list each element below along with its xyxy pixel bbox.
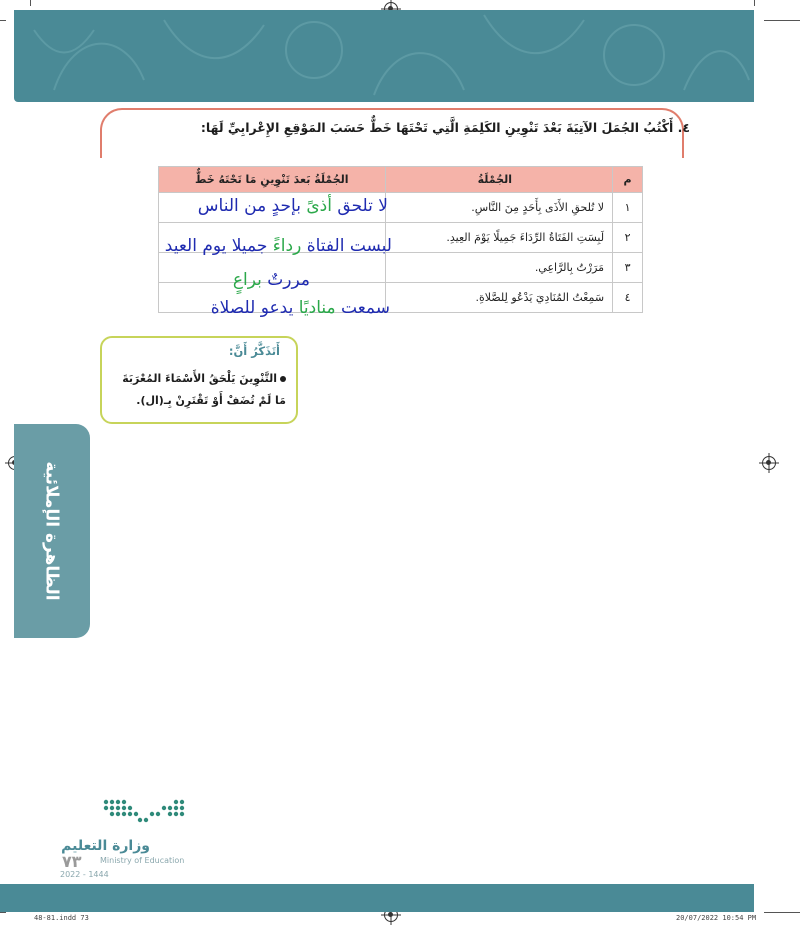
answer-before: لبست الفتاة: [301, 236, 392, 256]
answer-text-3: [233, 270, 310, 290]
ministry-name-english: Ministry of Education: [100, 856, 185, 865]
row-sentence: لا تُلحقِ الأَذَى بِأَحَدٍ مِنَ النَّاسِ.: [385, 193, 613, 223]
row-sentence: سَمِعْتُ المُنَادِيَ يَدْعُو لِلصَّلاةِ.: [385, 283, 613, 313]
side-tab-label-wrap: [14, 424, 90, 638]
crop-mark: [30, 0, 31, 6]
crop-mark: [754, 0, 755, 6]
answer-text-2: [165, 236, 392, 256]
answer-word: رداءً: [272, 236, 302, 256]
answer-before: سمعت: [335, 298, 390, 318]
exercise-instruction: ٤. أَكْتُبُ الجُمَلَ الآتِيَةَ بَعْدَ تَنْوِينِ الكَلِمَةِ الَّتِي تَحْتَهَا خَطٌّ حَسَبَ المَوْقِعِ الإِعْرابِيِّ لَهَا:: [200, 120, 690, 135]
remember-title: أَتَذَكَّرُ أَنَّ:: [228, 344, 280, 358]
header-pattern: [14, 10, 754, 102]
answer-word: مناديًا: [298, 298, 336, 318]
answer-after: جميلا يوم العيد: [164, 236, 273, 256]
remember-box: [100, 336, 298, 424]
crop-mark: [764, 912, 800, 913]
table-row: [159, 253, 643, 283]
slug-left: 48-81.indd 73: [34, 914, 89, 922]
table-header-row: [159, 167, 643, 193]
ministry-name: وزارة التعليم: [61, 838, 150, 854]
row-sentence: لَبِسَتِ الفَتَاةُ الرِّدَاءَ جَمِيلًا يَوْمَ العِيدِ.: [385, 223, 613, 253]
row-number: ٤: [613, 283, 643, 313]
row-number: ٢: [613, 223, 643, 253]
crop-mark: [0, 20, 6, 21]
header-answer: الجُمْلَةُ بَعدَ تَنْوِينِ مَا تَحْتَهُ خَطٌّ: [159, 167, 386, 193]
crop-mark: [764, 20, 800, 21]
answer-word: أذىً: [306, 196, 332, 216]
answer-before: لا تلحق: [331, 196, 388, 216]
remember-text: [108, 368, 286, 412]
ministry-logo: [60, 796, 190, 886]
side-tab-label: الظاهرة الإملائية: [42, 461, 63, 601]
remember-line-2: مَا لَمْ تُضَفْ أَوْ تَقْتَرِنْ بِـ(ال).: [136, 394, 286, 407]
row-number: ٣: [613, 253, 643, 283]
page-number: ٧٣: [62, 852, 82, 871]
ministry-logo-icon: [100, 796, 190, 826]
slug-right: 20/07/2022 10:54 PM: [676, 914, 757, 922]
answer-text-4: [211, 298, 390, 318]
header-sentence: الجُمْلَةُ: [385, 167, 613, 193]
crop-mark: [0, 912, 6, 913]
row-number: ١: [613, 193, 643, 223]
answer-word: براعٍ: [232, 270, 262, 290]
row-sentence: مَرَرْتُ بِالرَّاعِي.: [385, 253, 613, 283]
answer-after: يدعو للصلاة: [210, 298, 299, 318]
answer-text-1: [198, 196, 388, 216]
answer-before: مررتٌ: [261, 270, 310, 290]
footer-band: [0, 884, 754, 912]
registration-mark-icon: [762, 456, 776, 470]
remember-line-1: التَّنْوِينَ يَلْحَقُ الأَسْمَاءَ المُعْرَبَةَ: [122, 372, 277, 385]
ministry-year: 2022 - 1444: [60, 870, 109, 879]
header-num: م: [613, 167, 643, 193]
answer-after: بإحدٍ من الناس: [197, 196, 307, 216]
bullet-icon: [280, 376, 286, 382]
header-band: [14, 10, 754, 102]
